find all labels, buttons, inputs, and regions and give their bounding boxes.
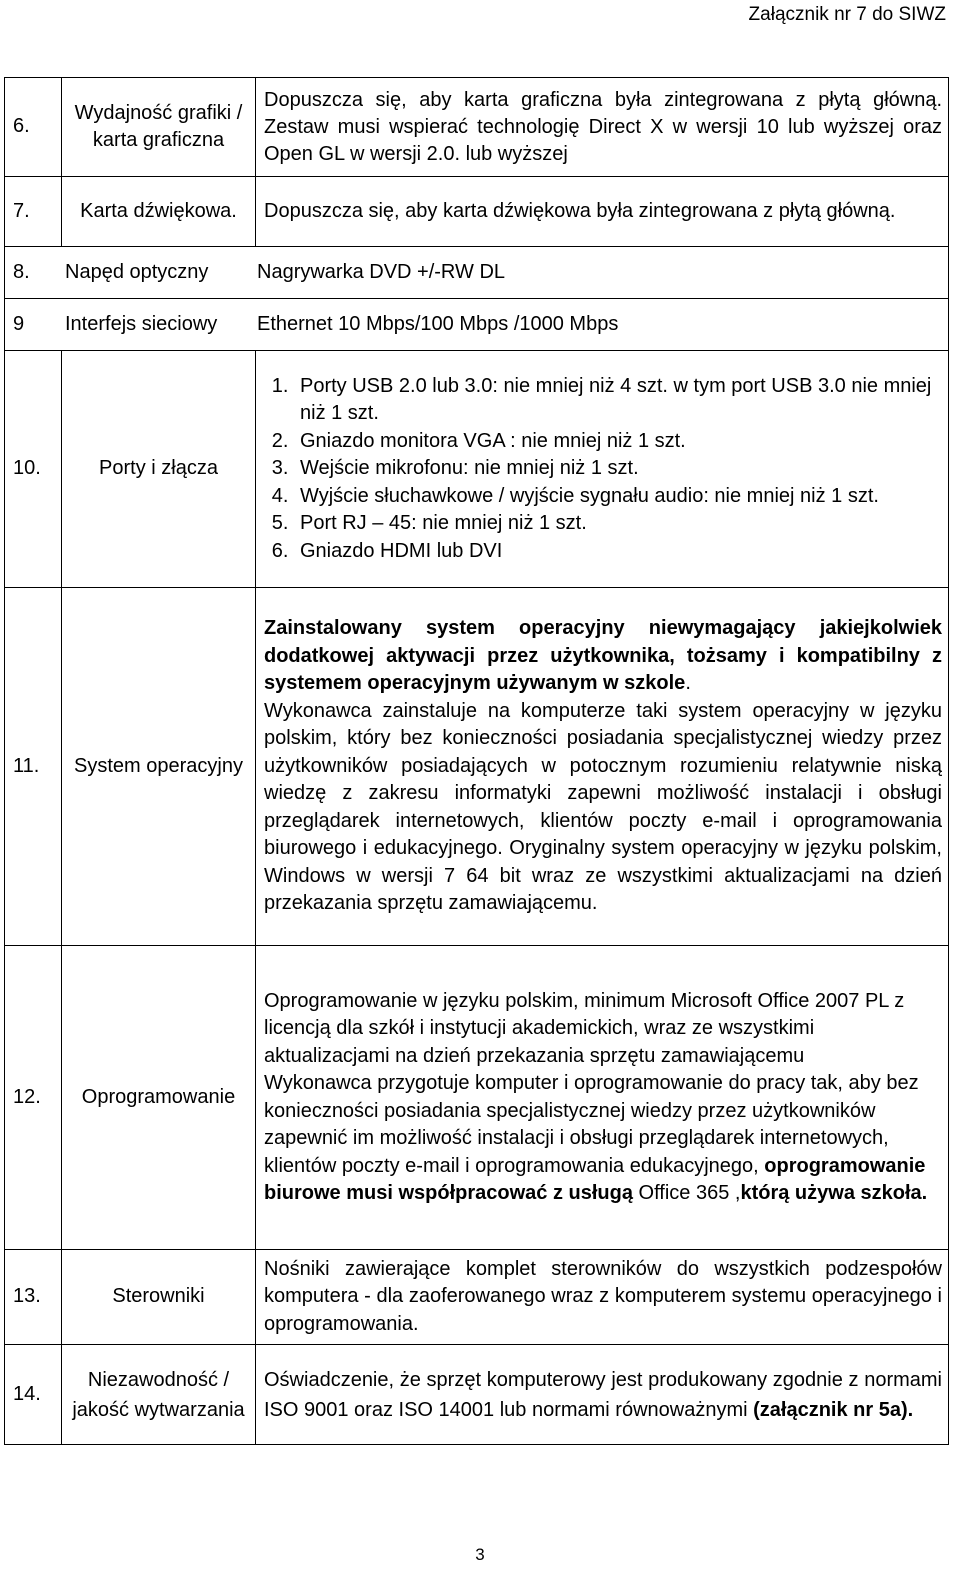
table-row bbox=[5, 351, 949, 588]
table-row bbox=[5, 177, 949, 247]
row-name: Oprogramowanie bbox=[62, 946, 256, 1250]
row-description: Ethernet 10 Mbps/100 Mbps /1000 Mbps bbox=[257, 312, 619, 335]
software-text-bold: którą używa szkoła. bbox=[740, 1182, 928, 1204]
table-row bbox=[5, 946, 949, 1250]
list-item: 6. Gniazdo HDMI lub DVI bbox=[294, 538, 942, 566]
list-item: 2. Gniazdo monitora VGA : nie mniej niż 1 szt. bbox=[294, 428, 942, 456]
table-row bbox=[5, 1250, 949, 1345]
table-row bbox=[5, 78, 949, 177]
list-item: 5. Port RJ – 45: nie mniej niż 1 szt. bbox=[294, 510, 942, 538]
reliability-annex: (załącznik nr 5a). bbox=[753, 1398, 914, 1421]
ports-list bbox=[264, 373, 942, 566]
row-description: Dopuszcza się, aby karta graficzna była zintegrowana z płytą główną. Zestaw musi wspierać technologię Direct X w wersji 10 lub wyższej oraz Open GL w wersji 2.0. lub wyższej bbox=[256, 78, 949, 177]
row-number: 11. bbox=[5, 588, 62, 946]
table-row bbox=[5, 247, 949, 299]
page-header: Załącznik nr 7 do SIWZ bbox=[748, 4, 946, 25]
table-row bbox=[5, 1345, 949, 1445]
row-name: Karta dźwiękowa. bbox=[62, 177, 256, 247]
row-number: 6. bbox=[5, 78, 62, 177]
list-item: 4. Wyjście słuchawkowe / wyjście sygnału audio: nie mniej niż 1 szt. bbox=[294, 483, 942, 511]
list-item: 3. Wejście mikrofonu: nie mniej niż 1 szt. bbox=[294, 455, 942, 483]
software-text: Office 365 , bbox=[632, 1182, 741, 1204]
row-name: Napęd optyczny bbox=[65, 260, 209, 283]
row-name: Sterowniki bbox=[62, 1250, 256, 1345]
list-item: 1. Porty USB 2.0 lub 3.0: nie mniej niż 4 szt. w tym port USB 3.0 nie mniej niż 1 szt. bbox=[294, 373, 942, 428]
software-text: Oprogramowanie w języku polskim, minimum Microsoft Office 2007 PL z licencją dla szkół i instytucji akademickich, wraz ze wszystkimi aktualizacjami na dzień przekazania sprzętu zamawiającemu bbox=[264, 989, 905, 1067]
row-description: Dopuszcza się, aby karta dźwiękowa była zintegrowana z płytą główną. bbox=[256, 177, 949, 247]
row-description: Nagrywarka DVD +/-RW DL bbox=[257, 260, 506, 283]
table-row: 11. System operacyjny Zainstalowany system operacyjny niewymagający jakiejkolwiek dodatkowej aktywacji przez użytkownika, tożsamy i kompatibilny z systemem operacyjnym używanym w szkole. Wykonawca zainstaluje na komputerze taki system operacyjny w języku polskim, który bez konieczności posiadania specjalistycznej wiedzy przez użytkowników posiadających w potocznym rozumieniu relatywnie niską wiedzę z zakresu informatyki zapewni możliwość instalacji i obsługi przeglądarek internetowych, klientów poczty e-mail i oprogramowania biurowego i edukacyjnego. Oryginalny system operacyjny w języku polskim, Windows w wersji 7 64 bit wraz ze wszystkimi aktualizacjami na dzień przekazania sprzętu zamawiającemu. bbox=[5, 588, 949, 946]
row-name: Interfejs sieciowy bbox=[65, 312, 218, 335]
row-number: 13. bbox=[5, 1250, 62, 1345]
row-number: 9 bbox=[13, 312, 25, 335]
row-number: 12. bbox=[5, 946, 62, 1250]
row-name: Porty i złącza bbox=[62, 351, 256, 588]
row-number: 7. bbox=[5, 177, 62, 247]
software-text: Wykonawca przygotuje komputer i oprogramowanie do pracy tak, aby bez konieczności posiadania specjalistycznej wiedzy przez użytkowników zapewnić im możliwość instalacji i obsługi przeglądarek internetowych, klientów poczty e-mail i oprogramowania edukacyjnego, bbox=[264, 1072, 919, 1177]
spec-table bbox=[4, 77, 949, 1445]
row-number: 8. bbox=[13, 260, 30, 283]
os-requirement-bold: Zainstalowany system operacyjny niewymagający jakiejkolwiek dodatkowej aktywacji przez użytkownika, tożsamy i kompatibilny z systemem operacyjnym używanym w szkole bbox=[264, 617, 942, 695]
page-number: 3 bbox=[475, 1545, 485, 1564]
table-row bbox=[5, 299, 949, 351]
row-number: 10. bbox=[5, 351, 62, 588]
reliability-text: Oświadczenie, że sprzęt komputerowy jest produkowany zgodnie z normami ISO 9001 oraz ISO 14001 lub normami równoważnymi bbox=[264, 1368, 942, 1421]
row-description: Nośniki zawierające komplet sterowników do wszystkich podzespołów komputera - dla zaoferowanego wraz z komputerem systemu operacyjnego i oprogramowania. bbox=[256, 1250, 949, 1345]
row-number: 14. bbox=[5, 1345, 62, 1445]
os-requirement-text: Wykonawca zainstaluje na komputerze taki system operacyjny w języku polskim, który bez konieczności posiadania specjalistycznej wiedzy przez użytkowników posiadających w potocznym rozumieniu relatywnie niską wiedzę z zakresu informatyki zapewni możliwość instalacji i obsługi przeglądarek internetowych, klientów poczty e-mail i oprogramowania biurowego i edukacyjnego. Oryginalny system operacyjny w języku polskim, Windows w wersji 7 64 bit wraz ze wszystkimi aktualizacjami na dzień przekazania sprzętu zamawiającemu. bbox=[264, 699, 942, 915]
row-name: System operacyjny bbox=[62, 588, 256, 946]
row-name: Wydajność grafiki / karta graficzna bbox=[62, 78, 256, 177]
row-name: Niezawodność / jakość wytwarzania bbox=[62, 1345, 256, 1445]
software-text-bold: oprogramowanie biurowe musi współpracować z usługą bbox=[264, 1154, 926, 1204]
